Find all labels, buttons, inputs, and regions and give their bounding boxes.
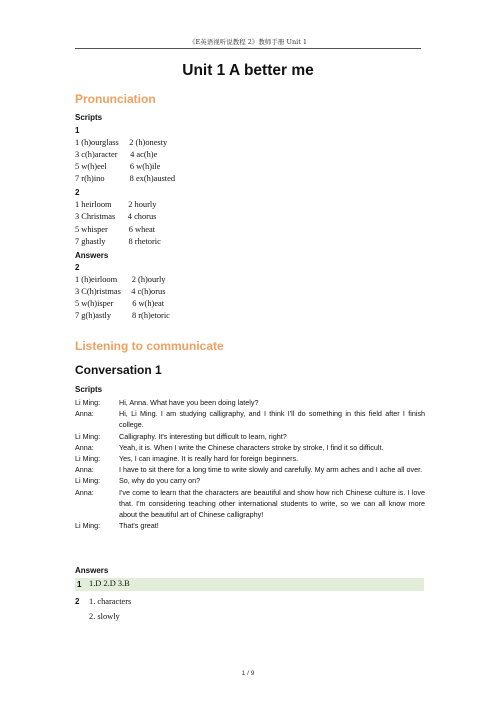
page-header: 《E英语视听说教程 2》教师手册 Unit 1 (188, 38, 308, 46)
pron-set2-row: 1 heirloom 2 hourly (75, 200, 157, 209)
pron-set1-row: 3 c(h)aracter 4 ac(h)e (75, 150, 158, 159)
dialogue-line (75, 408, 425, 430)
speaker: Anna: (75, 465, 94, 475)
unit-title: Unit 1 A better me (182, 62, 314, 79)
header-rule (75, 48, 421, 49)
pron-scripts-label: Scripts (75, 113, 103, 122)
utterance: I have to sit there for a long time to write slowly and carefully. My arm aches and I ache all over. (119, 465, 423, 475)
dialogue-line (75, 431, 425, 442)
conversation-title: Conversation 1 (75, 363, 162, 377)
utterance: That's great! (119, 521, 159, 531)
pron-set1-row: 1 (h)ourglass 2 (h)onesty (75, 138, 168, 147)
pron-answer-row: 5 w(h)isper 6 w(h)eat (75, 299, 165, 308)
conv-answer1-number: 1 (77, 580, 82, 589)
utterance: Hi, Anna. What have you been doing lately? (119, 398, 259, 407)
pron-answers-label: Answers (75, 251, 109, 260)
speaker: Li Ming: (75, 521, 101, 531)
speaker: Li Ming: (75, 398, 101, 407)
pron-answer-row: 3 C(h)ristmas 4 c(h)orus (75, 287, 166, 296)
speaker: Li Ming: (75, 476, 101, 486)
pronunciation-heading: Pronunciation (75, 92, 156, 106)
utterance: Calligraphy. It's interesting but difficult to learn, right? (119, 431, 287, 441)
pron-set1-row: 7 r(h)ino 8 ex(h)austed (75, 174, 176, 183)
pron-set1-number: 1 (75, 126, 80, 135)
pron-set2-row: 7 ghastly 8 rhetoric (75, 237, 161, 246)
dialogue-line (75, 464, 425, 475)
speaker: Anna: (75, 487, 94, 497)
speaker: Li Ming: (75, 454, 101, 464)
dialogue-line (75, 442, 425, 453)
dialogue-line (75, 475, 425, 486)
speaker: Anna: (75, 409, 94, 419)
pron-answer-row: 1 (h)eirloom 2 (h)ourly (75, 275, 166, 284)
pron-set1-row: 5 w(h)eel 6 w(h)ile (75, 162, 161, 171)
conv-answer1-text: 1.D 2.D 3.B (89, 579, 130, 588)
utterance: I've come to learn that the characters are beautiful and show how rich Chinese culture is. I love that. I'm considering teaching other international students to write, so we can all know more about the beautiful art of Chinese calligraphy! (119, 487, 425, 520)
conversation-script (75, 397, 425, 531)
pron-answer-row: 7 g(h)astly 8 r(h)etoric (75, 311, 170, 320)
utterance: So, why do you carry on? (119, 476, 201, 486)
speaker: Anna: (75, 442, 94, 452)
dialogue-line (75, 453, 425, 464)
conv-answers-label: Answers (75, 566, 109, 575)
dialogue-line (75, 397, 425, 408)
utterance: Yeah, it is. When I write the Chinese characters stroke by stroke, I find it so difficult. (119, 442, 384, 452)
conv-answer2-number: 2 (75, 597, 80, 606)
listening-heading: Listening to communicate (75, 339, 224, 353)
dialogue-line (75, 520, 425, 531)
utterance: Hi, Li Ming. I am studying calligraphy, and I think I'll do something in this field after I finish college. (119, 409, 425, 430)
conv-answer2-item: 2. slowly (89, 612, 120, 621)
conv-scripts-label: Scripts (75, 385, 103, 394)
page-number: 1 / 9 (241, 670, 255, 677)
utterance: Yes, I can imagine. It is really hard for foreign beginners. (119, 454, 299, 464)
conv-answer2-item: 1. characters (89, 597, 132, 606)
pron-set2-row: 3 Christmas 4 chorus (75, 212, 157, 221)
pron-set2-number: 2 (75, 188, 80, 197)
pron-answers-number: 2 (75, 263, 80, 272)
pron-set2-row: 5 whisper 6 wheat (75, 225, 156, 234)
dialogue-line (75, 487, 425, 521)
speaker: Li Ming: (75, 431, 101, 441)
